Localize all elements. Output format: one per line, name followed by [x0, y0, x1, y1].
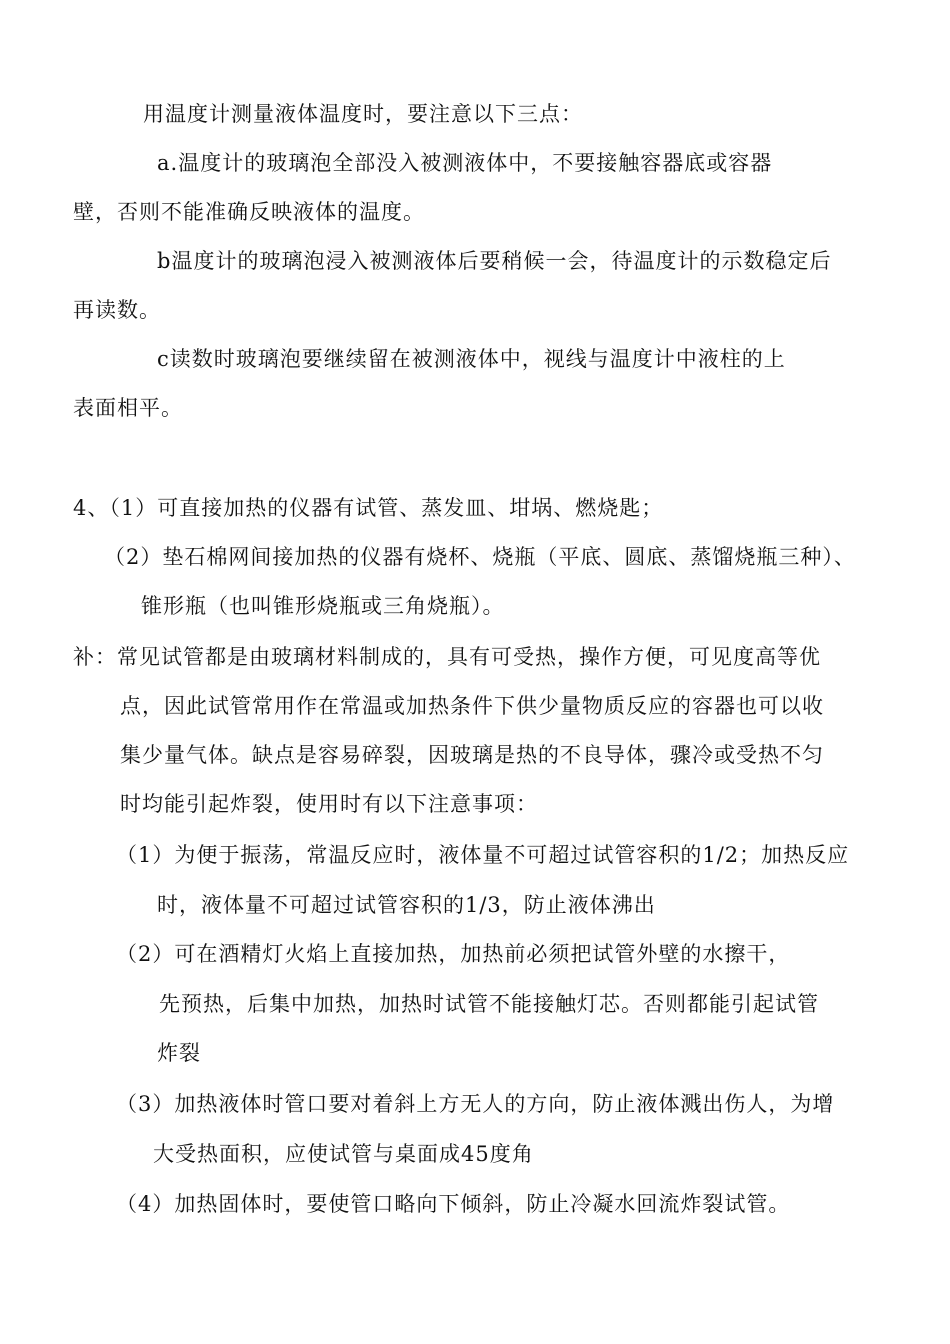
supplement-line-3: 集少量气体。缺点是容易碎裂，因玻璃是热的不良导体，骤冷或受热不匀 — [120, 743, 824, 767]
precaution-3-line-1: （3）加热液体时管口要对着斜上方无人的方向，防止液体溅出伤人，为增 — [116, 1092, 835, 1116]
point-c-line-2: 表面相平。 — [73, 396, 183, 420]
precaution-2-line-2: 先预热，后集中加热，加热时试管不能接触灯芯。否则都能引起试管 — [159, 992, 819, 1016]
precaution-3-line-2: 大受热面积，应使试管与桌面成45度角 — [153, 1142, 534, 1166]
supplement-line-1: 补：常见试管都是由玻璃材料制成的，具有可受热，操作方便，可见度高等优 — [73, 645, 821, 669]
item-4-indirect-heating-1: （2）垫石棉网间接加热的仪器有烧杯、烧瓶（平底、圆底、蒸馏烧瓶三种）、 — [104, 545, 856, 569]
point-a-line-2: 壁，否则不能准确反映液体的温度。 — [73, 200, 425, 224]
item-4-direct-heating: 4、（1）可直接加热的仪器有试管、蒸发皿、坩埚、燃烧匙； — [73, 496, 664, 520]
supplement-line-2: 点，因此试管常用作在常温或加热条件下供少量物质反应的容器也可以收 — [120, 694, 824, 718]
precaution-2-line-1: （2）可在酒精灯火焰上直接加热，加热前必须把试管外壁的水擦干， — [116, 942, 791, 966]
precaution-1-line-1: （1）为便于振荡，常温反应时，液体量不可超过试管容积的1/2；加热反应 — [116, 843, 850, 867]
supplement-line-4: 时均能引起炸裂，使用时有以下注意事项： — [120, 792, 538, 816]
point-b-line-1: b温度计的玻璃泡浸入被测液体后要稍候一会，待温度计的示数稳定后 — [157, 249, 832, 273]
point-a-line-1: a.温度计的玻璃泡全部没入被测液体中，不要接触容器底或容器 — [157, 151, 773, 175]
point-c-line-1: c读数时玻璃泡要继续留在被测液体中，视线与温度计中液柱的上 — [157, 347, 786, 371]
precaution-1-line-2: 时，液体量不可超过试管容积的1/3，防止液体沸出 — [157, 893, 656, 917]
point-b-line-2: 再读数。 — [73, 298, 161, 322]
item-4-indirect-heating-2: 锥形瓶（也叫锥形烧瓶或三角烧瓶）。 — [141, 594, 505, 618]
precaution-2-line-3: 炸裂 — [157, 1041, 201, 1065]
precaution-4-line-1: （4）加热固体时，要使管口略向下倾斜，防止冷凝水回流炸裂试管。 — [116, 1192, 791, 1216]
thermometer-intro-line: 用温度计测量液体温度时，要注意以下三点： — [143, 102, 583, 126]
